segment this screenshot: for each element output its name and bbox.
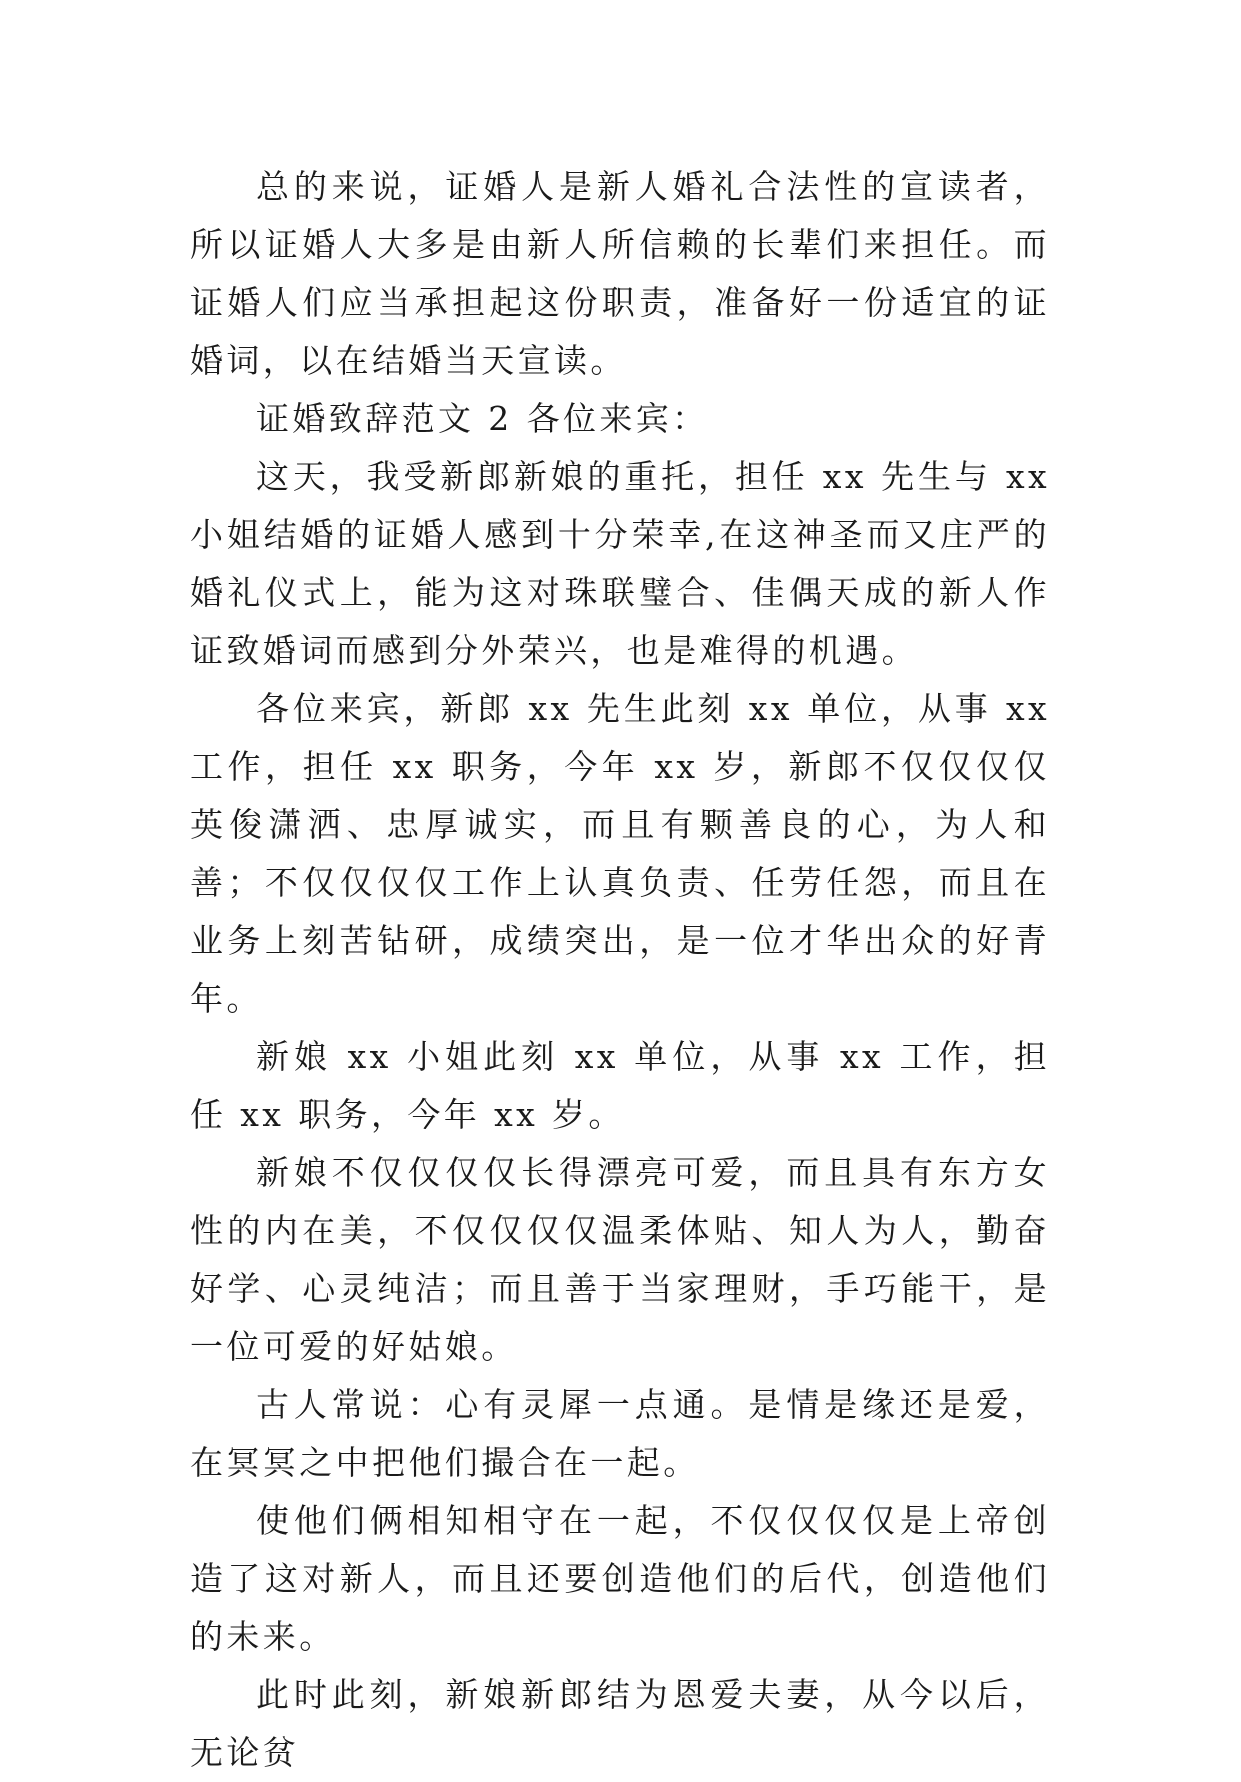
paragraph-summary: 总的来说，证婚人是新人婚礼合法性的宣读者，所以证婚人大多是由新人所信赖的长辈们来担任。而证婚人们应当承担起这份职责，准备好一份适宜的证婚词，以在结婚当天宣读。 bbox=[190, 167, 1050, 380]
paragraph-bride-virtues: 新娘不仅仅仅仅长得漂亮可爱，而且具有东方女性的内在美，不仅仅仅仅温柔体贴、知人为人，勤奋好学、心灵纯洁；而且善于当家理财，手巧能干，是一位可爱的好姑娘。 bbox=[190, 1153, 1050, 1366]
paragraph-heading-sample-2: 证婚致辞范文 2 各位来宾： bbox=[256, 399, 709, 438]
paragraph-bride-info: 新娘 xx 小姐此刻 xx 单位，从事 xx 工作，担任 xx 职务，今年 xx 岁。 bbox=[190, 1037, 1050, 1134]
paragraph-proverb: 古人常说：心有灵犀一点通。是情是缘还是爱，在冥冥之中把他们撮合在一起。 bbox=[190, 1385, 1050, 1482]
paragraph-groom: 各位来宾，新郎 xx 先生此刻 xx 单位，从事 xx 工作，担任 xx 职务，今年 xx 岁，新郎不仅仅仅仅英俊潇洒、忠厚诚实，而且有颗善良的心，为人和善；不仅仅仅仅工作上认真负责、任劳任怨，而且在业务上刻苦钻研，成绩突出，是一位才华出众的好青年。 bbox=[190, 689, 1050, 1018]
paragraph-together: 使他们俩相知相守在一起，不仅仅仅仅是上帝创造了这对新人，而且还要创造他们的后代，创造他们的未来。 bbox=[190, 1501, 1050, 1656]
document-body bbox=[190, 158, 1050, 1782]
paragraph-intro: 这天，我受新郎新娘的重托，担任 xx 先生与 xx 小姐结婚的证婚人感到十分荣幸,在这神圣而又庄严的婚礼仪式上，能为这对珠联璧合、佳偶天成的新人作证致婚词而感到分外荣兴，也是难得的机遇。 bbox=[190, 457, 1050, 670]
paragraph-now: 此时此刻，新娘新郎结为恩爱夫妻，从今以后，无论贫 bbox=[190, 1675, 1050, 1772]
